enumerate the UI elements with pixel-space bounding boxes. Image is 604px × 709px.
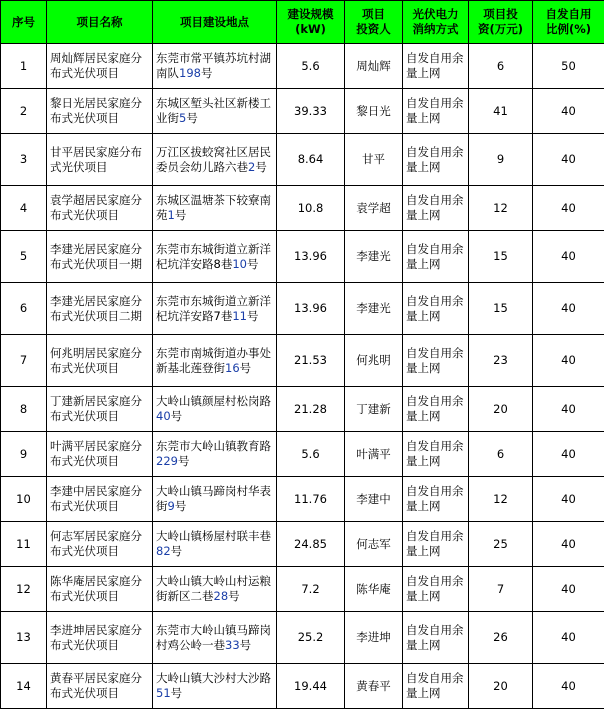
location-pre: 东城区温塘茶下较寮南苑 — [156, 193, 271, 222]
self-use-ratio: 40 — [533, 477, 604, 522]
self-use-ratio: 40 — [533, 432, 604, 477]
project-investor: 李建中 — [345, 477, 403, 522]
consumption-mode: 自发自用余量上网 — [403, 44, 469, 89]
location-pre: 万江区拔蛟窝社区居民委员会幼儿路六巷 — [156, 145, 271, 174]
consumption-mode: 自发自用余量上网 — [403, 231, 469, 283]
location-suf: 号 — [240, 638, 252, 652]
consumption-mode: 自发自用余量上网 — [403, 664, 469, 709]
project-name: 何兆明居民家庭分布式光伏项目 — [47, 335, 153, 387]
consumption-mode: 自发自用余量上网 — [403, 522, 469, 567]
project-investment: 20 — [469, 664, 533, 709]
project-scale: 13.96 — [277, 283, 345, 335]
location-suf: 号 — [240, 361, 252, 375]
project-investor: 李建光 — [345, 231, 403, 283]
row-number: 11 — [1, 522, 47, 567]
project-investor: 甘平 — [345, 134, 403, 186]
project-name: 周灿辉居民家庭分布式光伏项目 — [47, 44, 153, 89]
project-location — [153, 44, 277, 89]
consumption-mode: 自发自用余量上网 — [403, 186, 469, 231]
location-num: 51 — [156, 686, 171, 700]
location-suf: 号 — [175, 499, 187, 513]
consumption-mode: 自发自用余量上网 — [403, 612, 469, 664]
project-location — [153, 432, 277, 477]
project-investor: 李建光 — [345, 283, 403, 335]
project-scale: 39.33 — [277, 89, 345, 134]
table-row — [1, 432, 604, 477]
project-scale: 5.6 — [277, 44, 345, 89]
location-pre: 东莞市大岭山镇教育路 — [156, 439, 271, 453]
row-number: 8 — [1, 387, 47, 432]
project-investment: 12 — [469, 477, 533, 522]
project-investor: 黄春平 — [345, 664, 403, 709]
row-number: 10 — [1, 477, 47, 522]
project-location — [153, 186, 277, 231]
consumption-mode: 自发自用余量上网 — [403, 567, 469, 612]
table-body — [1, 44, 604, 709]
consumption-mode: 自发自用余量上网 — [403, 335, 469, 387]
project-investment: 26 — [469, 612, 533, 664]
location-pre: 东莞市常平镇苏坑村湖南队 — [156, 51, 271, 80]
location-num: 9 — [168, 499, 175, 513]
project-investor: 周灿辉 — [345, 44, 403, 89]
self-use-ratio: 40 — [533, 612, 604, 664]
row-number: 12 — [1, 567, 47, 612]
project-investment: 20 — [469, 387, 533, 432]
self-use-ratio: 40 — [533, 664, 604, 709]
location-num: 198 — [179, 66, 201, 80]
location-suf: 号 — [171, 686, 183, 700]
project-investment: 15 — [469, 283, 533, 335]
row-number: 5 — [1, 231, 47, 283]
location-pre: 大岭山镇颜屋村松岗路 — [156, 394, 271, 408]
project-name: 叶满平居民家庭分布式光伏项目 — [47, 432, 153, 477]
project-location — [153, 335, 277, 387]
project-investor: 叶满平 — [345, 432, 403, 477]
project-name: 何志军居民家庭分布式光伏项目 — [47, 522, 153, 567]
project-scale: 5.6 — [277, 432, 345, 477]
row-number: 4 — [1, 186, 47, 231]
consumption-mode: 自发自用余量上网 — [403, 283, 469, 335]
project-investment: 23 — [469, 335, 533, 387]
location-suf: 号 — [175, 208, 187, 222]
location-suf: 号 — [228, 589, 240, 603]
project-investor: 袁学超 — [345, 186, 403, 231]
consumption-mode: 自发自用余量上网 — [403, 477, 469, 522]
self-use-ratio: 40 — [533, 283, 604, 335]
row-number: 13 — [1, 612, 47, 664]
row-number: 9 — [1, 432, 47, 477]
location-suf: 号 — [178, 454, 190, 468]
project-scale: 24.85 — [277, 522, 345, 567]
project-investor: 黎日光 — [345, 89, 403, 134]
project-location — [153, 612, 277, 664]
project-investor: 何志军 — [345, 522, 403, 567]
location-num: 2 — [248, 160, 255, 174]
project-name: 李建光居民家庭分布式光伏项目二期 — [47, 283, 153, 335]
consumption-mode: 自发自用余量上网 — [403, 387, 469, 432]
column-header: 序号 — [1, 1, 47, 44]
table-row — [1, 567, 604, 612]
project-location — [153, 89, 277, 134]
project-name: 丁建新居民家庭分布式光伏项目 — [47, 387, 153, 432]
project-investment: 12 — [469, 186, 533, 231]
project-location — [153, 231, 277, 283]
location-suf: 号 — [171, 409, 183, 423]
project-scale: 7.2 — [277, 567, 345, 612]
location-suf: 号 — [247, 309, 259, 323]
project-scale: 11.76 — [277, 477, 345, 522]
table-row — [1, 283, 604, 335]
location-num: 10 — [232, 257, 247, 271]
project-scale: 10.8 — [277, 186, 345, 231]
project-name: 甘平居民家庭分布式光伏项目 — [47, 134, 153, 186]
column-header: 建设规模 (kW) — [277, 1, 345, 44]
location-num: 11 — [232, 309, 247, 323]
project-name: 黄春平居民家庭分布式光伏项目 — [47, 664, 153, 709]
self-use-ratio: 40 — [533, 522, 604, 567]
column-header: 项目投 资(万元) — [469, 1, 533, 44]
project-investment: 41 — [469, 89, 533, 134]
location-suf: 号 — [171, 544, 183, 558]
location-num: 229 — [156, 454, 178, 468]
consumption-mode: 自发自用余量上网 — [403, 134, 469, 186]
table-row — [1, 186, 604, 231]
project-investment: 6 — [469, 432, 533, 477]
project-scale: 8.64 — [277, 134, 345, 186]
column-header: 光伏电力 消纳方式 — [403, 1, 469, 44]
column-header: 项目建设地点 — [153, 1, 277, 44]
self-use-ratio: 40 — [533, 134, 604, 186]
project-scale: 19.44 — [277, 664, 345, 709]
project-location — [153, 567, 277, 612]
self-use-ratio: 40 — [533, 186, 604, 231]
project-investment: 15 — [469, 231, 533, 283]
project-name: 陈华庵居民家庭分布式光伏项目 — [47, 567, 153, 612]
row-number: 1 — [1, 44, 47, 89]
row-number: 3 — [1, 134, 47, 186]
location-num: 40 — [156, 409, 171, 423]
table-row — [1, 387, 604, 432]
project-name: 李建中居民家庭分布式光伏项目 — [47, 477, 153, 522]
table-row — [1, 44, 604, 89]
table-header — [1, 1, 604, 44]
project-location — [153, 522, 277, 567]
location-pre: 东莞市东城街道立新洋杞坑洋安路8巷 — [156, 242, 271, 271]
consumption-mode: 自发自用余量上网 — [403, 89, 469, 134]
self-use-ratio: 40 — [533, 231, 604, 283]
location-pre: 大岭山镇杨屋村联丰巷 — [156, 529, 271, 543]
project-investor: 李进坤 — [345, 612, 403, 664]
column-header: 项目 投资人 — [345, 1, 403, 44]
location-num: 16 — [225, 361, 240, 375]
column-header: 项目名称 — [47, 1, 153, 44]
self-use-ratio: 40 — [533, 567, 604, 612]
table-row — [1, 89, 604, 134]
row-number: 7 — [1, 335, 47, 387]
table-row — [1, 134, 604, 186]
location-pre: 东莞市东城街道立新洋杞坑洋安路7巷 — [156, 294, 271, 323]
project-investor: 陈华庵 — [345, 567, 403, 612]
location-pre: 东城区堑头社区新楼工业街 — [156, 96, 271, 125]
project-scale: 21.28 — [277, 387, 345, 432]
project-name: 袁学超居民家庭分布式光伏项目 — [47, 186, 153, 231]
project-investment: 25 — [469, 522, 533, 567]
row-number: 14 — [1, 664, 47, 709]
location-num: 28 — [214, 589, 229, 603]
table-row — [1, 477, 604, 522]
project-scale: 13.96 — [277, 231, 345, 283]
location-pre: 东莞市大岭山镇马蹄岗村鸡公岭一巷 — [156, 623, 271, 652]
project-investor: 丁建新 — [345, 387, 403, 432]
row-number: 6 — [1, 283, 47, 335]
self-use-ratio: 50 — [533, 44, 604, 89]
location-num: 82 — [156, 544, 171, 558]
self-use-ratio: 40 — [533, 335, 604, 387]
project-location — [153, 283, 277, 335]
project-location — [153, 387, 277, 432]
self-use-ratio: 40 — [533, 89, 604, 134]
project-scale: 25.2 — [277, 612, 345, 664]
location-pre: 大岭山镇大岭山村运粮街新区二巷 — [156, 574, 271, 603]
location-num: 1 — [168, 208, 175, 222]
project-location — [153, 664, 277, 709]
self-use-ratio: 40 — [533, 387, 604, 432]
project-investment: 6 — [469, 44, 533, 89]
location-suf: 号 — [201, 66, 213, 80]
project-name: 李进坤居民家庭分布式光伏项目 — [47, 612, 153, 664]
project-investment: 7 — [469, 567, 533, 612]
header-row — [1, 1, 604, 44]
location-num: 33 — [225, 638, 240, 652]
project-scale: 21.53 — [277, 335, 345, 387]
location-num: 5 — [179, 111, 186, 125]
location-suf: 号 — [186, 111, 198, 125]
project-name: 黎日光居民家庭分布式光伏项目 — [47, 89, 153, 134]
table-row — [1, 612, 604, 664]
table-row — [1, 664, 604, 709]
column-header: 自发自用 比例(%) — [533, 1, 604, 44]
project-investment: 9 — [469, 134, 533, 186]
location-pre: 东莞市南城街道办事处新基北莲登街 — [156, 346, 271, 375]
project-location — [153, 477, 277, 522]
location-pre: 大岭山镇马蹄岗村华表街 — [156, 484, 271, 513]
location-suf: 号 — [255, 160, 267, 174]
table-row — [1, 335, 604, 387]
location-suf: 号 — [247, 257, 259, 271]
row-number: 2 — [1, 89, 47, 134]
table-row — [1, 522, 604, 567]
location-pre: 大岭山镇大沙村大沙路 — [156, 671, 271, 685]
table-row — [1, 231, 604, 283]
project-name: 李建光居民家庭分布式光伏项目一期 — [47, 231, 153, 283]
consumption-mode: 自发自用余量上网 — [403, 432, 469, 477]
project-investor: 何兆明 — [345, 335, 403, 387]
project-location — [153, 134, 277, 186]
